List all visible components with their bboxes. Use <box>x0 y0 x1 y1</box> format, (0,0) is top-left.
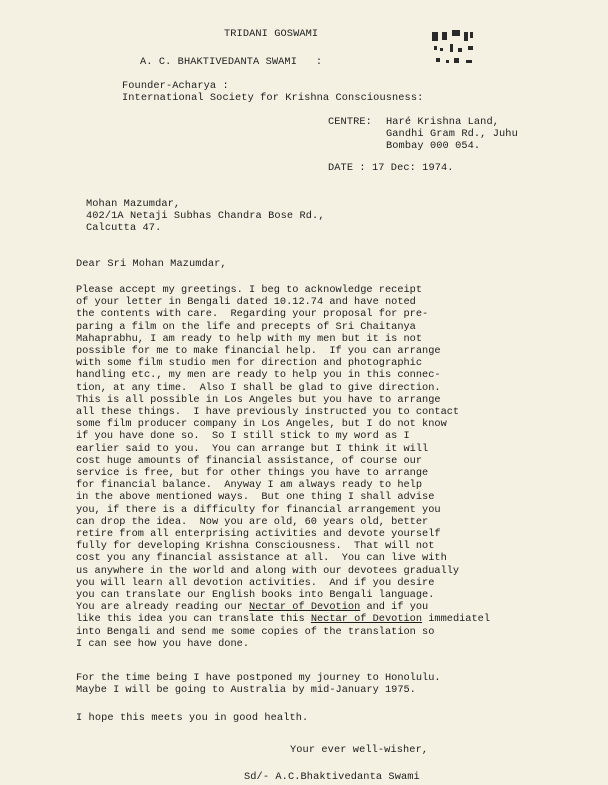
centre-line-2: Gandhi Gram Rd., Juhu <box>386 128 518 140</box>
body-line: you can translate our English books into Bengali language. <box>76 589 435 602</box>
book-title: Nectar of Devotion <box>310 613 423 626</box>
body-line-part: immediatel <box>422 613 491 626</box>
closing-hope: I hope this meets you in good health. <box>76 712 309 724</box>
letterhead-name: A. C. BHAKTIVEDANTA SWAMI : <box>140 56 323 68</box>
body-line: Mahaprabhu, I am ready to help with my men but it is not <box>76 332 423 345</box>
travel-paragraph <box>76 672 441 696</box>
body-line-part: and if you <box>360 601 429 614</box>
body-line: if you have done so. So I still stick to my word as I <box>76 430 410 443</box>
body-line: possible for me to make financial help. If you can arrange <box>76 345 441 358</box>
body-line: us anywhere in the world and along with our devotees gradually <box>76 564 460 577</box>
body-line: can drop the idea. Now you are old, 60 years old, better <box>76 515 429 528</box>
body-line: with some film studio men for direction and photographic <box>76 357 423 370</box>
body-line: cost you any financial assistance at all. You can live with <box>76 552 447 565</box>
salutation: Dear Sri Mohan Mazumdar, <box>76 258 227 270</box>
stamp-mark <box>428 26 480 70</box>
body-line: into Bengali and send me some copies of the translation so <box>76 625 435 638</box>
recipient-line-1: Mohan Mazumdar, <box>86 198 181 210</box>
body-line: you will learn all devotion activities. And if you desire <box>76 576 435 589</box>
body-line: This is all possible in Los Angeles but you have to arrange <box>76 393 441 406</box>
founder-line: Founder-Acharya : <box>122 80 229 92</box>
body-line: for financial balance. Anyway I am always ready to help <box>76 479 423 492</box>
body-line: fully for developing Krishna Consciousness. That will not <box>76 540 435 553</box>
body-line: Maybe I will be going to Australia by mid-January 1975. <box>76 684 416 697</box>
body-line: For the time being I have postponed my journey to Honolulu. <box>76 672 441 684</box>
body-line: some film producer company in Los Angeles, but I do not know <box>76 418 447 431</box>
letter-body <box>76 284 596 650</box>
book-title: Nectar of Devotion <box>249 601 361 614</box>
signature: Sd/- A.C.Bhaktivedanta Swami <box>244 771 420 783</box>
closing: Your ever well-wisher, <box>290 744 429 756</box>
body-line: the contents with care. Regarding your proposal for pre- <box>76 308 429 321</box>
body-line <box>76 613 596 625</box>
body-line: earlier said to you. You can arrange but I think it will <box>76 442 429 455</box>
recipient-line-3: Calcutta 47. <box>86 222 162 234</box>
centre-line-3: Bombay 000 054. <box>386 140 481 152</box>
body-line: you, if there is a difficulty for financial arrangement you <box>76 503 441 516</box>
body-line: handling etc., my men are ready to help you in this connec- <box>76 369 441 382</box>
centre-line-1: Haré Krishna Land, <box>386 116 500 128</box>
body-line: tion, at any time. Also I shall be glad to give direction. <box>76 381 441 394</box>
date-line: DATE : 17 Dec: 1974. <box>328 162 454 174</box>
recipient-line-2: 402/1A Netaji Subhas Chandra Bose Rd., <box>86 210 325 222</box>
body-line-part: like this idea you can translate this <box>76 613 311 626</box>
letterhead-title: TRIDANI GOSWAMI <box>224 28 319 40</box>
body-line: in the above mentioned ways. But one thing I shall advise <box>76 491 435 504</box>
body-line: paring a film on the life and precepts of Sri Chaitanya <box>76 320 416 333</box>
body-line: I can see how you have done. <box>76 637 250 650</box>
body-line: service is free, but for other things you have to arrange <box>76 467 429 480</box>
body-line-part: You are already reading our <box>76 601 250 614</box>
body-line: all these things. I have previously instructed you to contact <box>76 406 460 419</box>
body-line: of your letter in Bengali dated 10.12.74 and have noted <box>76 296 416 309</box>
body-line <box>76 601 596 613</box>
body-line: cost huge amounts of financial assistance, of course our <box>76 454 423 467</box>
body-line: retire from all enterprising activities and devote yourself <box>76 528 441 541</box>
centre-label: CENTRE: <box>328 116 372 128</box>
body-line: Please accept my greetings. I beg to acknowledge receipt <box>76 284 423 296</box>
society-line: International Society for Krishna Consciousness: <box>122 92 424 104</box>
